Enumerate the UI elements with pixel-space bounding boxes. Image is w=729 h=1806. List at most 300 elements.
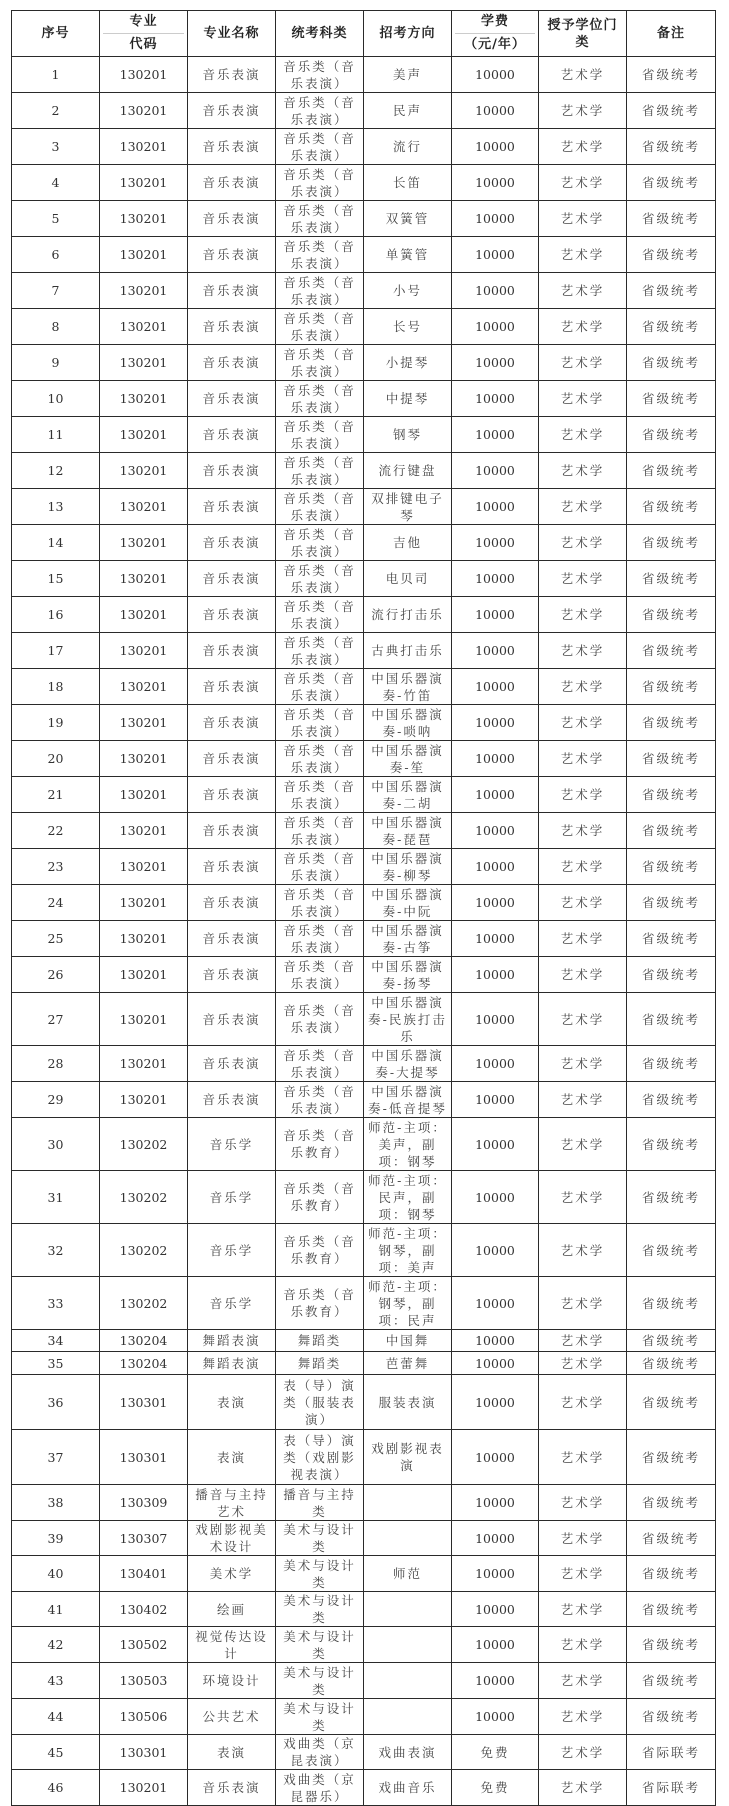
cell-seq (12, 1663, 100, 1699)
cell-seq (12, 633, 100, 669)
cell-fee-text: 10000 (475, 751, 515, 766)
cell-fee-text: 10000 (475, 1673, 515, 1688)
cell-degree (539, 885, 627, 921)
cell-note (627, 1592, 716, 1627)
cell-seq-text: 27 (47, 1011, 64, 1027)
cell-degree (539, 597, 627, 633)
cell-category-text: 音乐类（音乐表演） (283, 130, 356, 163)
cell-code-text: 130503 (119, 1673, 168, 1688)
cell-seq (12, 741, 100, 777)
table-row (12, 1485, 716, 1521)
cell-category-text: 音乐类（音乐表演） (283, 526, 356, 559)
cell-code (100, 993, 188, 1046)
cell-direction-text: 芭蕾舞 (385, 1355, 430, 1371)
cell-name-text: 音乐表演 (202, 679, 261, 694)
cell-category-text: 戏曲类（京昆器乐） (283, 1771, 356, 1804)
cell-degree (539, 1556, 627, 1592)
cell-fee (452, 1663, 539, 1699)
cell-degree (539, 1663, 627, 1699)
cell-seq-text: 38 (47, 1495, 64, 1510)
cell-note (627, 1627, 716, 1663)
cell-direction (364, 93, 452, 129)
cell-degree-text: 艺术学 (560, 1092, 605, 1107)
cell-seq-text: 13 (47, 499, 64, 514)
cell-note (627, 309, 716, 345)
cell-category (276, 93, 364, 129)
cell-category-text: 美术与设计类 (283, 1664, 356, 1697)
cell-degree-text: 艺术学 (560, 463, 605, 478)
cell-name-text: 音乐学 (209, 1136, 254, 1152)
cell-fee-text: 10000 (475, 1530, 515, 1546)
cell-fee (452, 705, 539, 741)
cell-code (100, 453, 188, 489)
cell-name-text: 音乐表演 (202, 355, 261, 370)
cell-code-text: 130201 (119, 247, 168, 262)
cell-degree-text: 艺术学 (560, 787, 605, 802)
cell-seq-text: 14 (47, 535, 64, 550)
cell-fee-text: 10000 (475, 139, 515, 154)
cell-note-text: 省级统考 (641, 1601, 700, 1617)
cell-fee-text: 10000 (475, 427, 515, 442)
cell-category-text: 音乐类（音乐表演） (283, 58, 356, 91)
cell-note (627, 1430, 716, 1485)
table-row (12, 993, 716, 1046)
cell-fee (452, 273, 539, 309)
cell-category-text: 美术与设计类 (283, 1628, 356, 1661)
cell-fee (452, 669, 539, 705)
cell-degree-text: 艺术学 (560, 823, 605, 838)
cell-category (276, 777, 364, 813)
header-degree-label: 授予学位门类 (547, 17, 618, 50)
cell-fee (452, 1082, 539, 1118)
cell-category (276, 417, 364, 453)
table-row (12, 885, 716, 921)
cell-name-text: 音乐表演 (202, 463, 261, 478)
cell-direction-text: 中国乐器演奏-笙 (371, 742, 444, 775)
cell-degree (539, 1277, 627, 1330)
table-row (12, 1224, 716, 1277)
cell-code-text: 130301 (119, 1744, 168, 1760)
cell-name-text: 音乐表演 (202, 103, 261, 118)
cell-fee (452, 129, 539, 165)
cell-degree (539, 381, 627, 417)
admissions-table (11, 10, 716, 1806)
cell-degree (539, 165, 627, 201)
cell-code-text: 130201 (119, 751, 168, 766)
cell-category-text: 音乐类（音乐表演） (283, 490, 356, 523)
cell-category-text: 戏曲类（京昆表演） (283, 1736, 356, 1768)
cell-fee-text: 10000 (475, 571, 515, 586)
cell-code (100, 1699, 188, 1735)
cell-degree (539, 1330, 627, 1352)
cell-name (188, 129, 276, 165)
cell-direction (364, 957, 452, 993)
cell-degree (539, 1592, 627, 1627)
cell-degree (539, 1485, 627, 1521)
cell-seq (12, 777, 100, 813)
cell-name-text: 表演 (216, 1394, 246, 1410)
cell-seq (12, 57, 100, 93)
cell-degree (539, 741, 627, 777)
cell-category-text: 音乐类（音乐表演） (283, 418, 356, 451)
cell-direction (364, 669, 452, 705)
cell-fee-text: 10000 (475, 1092, 515, 1107)
cell-note (627, 849, 716, 885)
cell-note-text: 省级统考 (641, 1449, 700, 1465)
table-row (12, 1430, 716, 1485)
cell-direction (364, 633, 452, 669)
cell-seq-text: 43 (47, 1673, 64, 1688)
cell-code (100, 525, 188, 561)
cell-direction (364, 345, 452, 381)
cell-name-text: 音乐表演 (202, 175, 261, 190)
cell-direction (364, 489, 452, 525)
header-code (100, 11, 188, 57)
table-row (12, 1556, 716, 1592)
cell-note-text: 省级统考 (641, 1637, 700, 1652)
cell-category-text: 音乐类（音乐表演） (283, 1047, 356, 1080)
cell-seq-text: 3 (51, 139, 60, 154)
cell-code (100, 633, 188, 669)
cell-direction-text: 师范-主项：钢琴，副项：民声 (368, 1278, 447, 1328)
cell-seq (12, 489, 100, 525)
cell-category (276, 237, 364, 273)
cell-name-text: 舞蹈表演 (202, 1355, 261, 1371)
cell-code (100, 957, 188, 993)
cell-degree-text: 艺术学 (560, 1601, 605, 1617)
cell-fee-text: 10000 (475, 463, 515, 478)
cell-seq-text: 19 (47, 715, 64, 730)
cell-category-text: 音乐类（音乐表演） (283, 958, 356, 991)
cell-degree (539, 345, 627, 381)
cell-degree-text: 艺术学 (560, 1744, 605, 1760)
cell-degree-text: 艺术学 (560, 247, 605, 262)
cell-category-text: 音乐类（音乐表演） (283, 598, 356, 631)
cell-note (627, 633, 716, 669)
cell-fee-text: 10000 (475, 1637, 515, 1652)
cell-seq (12, 129, 100, 165)
table-row (12, 417, 716, 453)
cell-note (627, 273, 716, 309)
cell-degree (539, 525, 627, 561)
cell-degree (539, 417, 627, 453)
cell-name-text: 音乐表演 (202, 1780, 261, 1795)
cell-name-text: 音乐表演 (202, 715, 261, 730)
cell-fee (452, 453, 539, 489)
cell-degree (539, 1224, 627, 1277)
cell-seq-text: 34 (47, 1333, 64, 1348)
cell-fee (452, 345, 539, 381)
cell-category (276, 1592, 364, 1627)
cell-direction-text: 流行打击乐 (371, 607, 444, 622)
cell-degree-text: 艺术学 (560, 1295, 605, 1311)
cell-seq (12, 165, 100, 201)
cell-category (276, 561, 364, 597)
cell-degree-text: 艺术学 (560, 1333, 605, 1348)
cell-seq-text: 26 (47, 967, 64, 982)
cell-category (276, 1770, 364, 1806)
cell-name (188, 561, 276, 597)
cell-fee (452, 1352, 539, 1375)
cell-name (188, 57, 276, 93)
cell-note-text: 省级统考 (641, 319, 700, 334)
cell-category (276, 165, 364, 201)
cell-direction (364, 1330, 452, 1352)
cell-code (100, 1375, 188, 1430)
table-row (12, 1082, 716, 1118)
cell-fee-text: 10000 (475, 175, 515, 190)
cell-note-text: 省级统考 (641, 427, 700, 442)
cell-code-text: 130201 (119, 175, 168, 190)
cell-direction-text: 中提琴 (385, 391, 430, 406)
cell-fee-text: 10000 (475, 247, 515, 262)
cell-seq-text: 37 (47, 1449, 64, 1465)
cell-code-text: 130307 (119, 1530, 168, 1546)
cell-fee-text: 10000 (475, 895, 515, 910)
cell-fee (452, 417, 539, 453)
cell-degree (539, 1171, 627, 1224)
cell-name-text: 音乐表演 (202, 391, 261, 406)
table-row (12, 1330, 716, 1352)
cell-code (100, 309, 188, 345)
table-row (12, 705, 716, 741)
cell-direction-text: 长号 (392, 319, 422, 334)
cell-note-text: 省级统考 (641, 1242, 700, 1258)
cell-direction-text: 中国乐器演奏-中阮 (371, 886, 444, 919)
table-row (12, 345, 716, 381)
cell-note (627, 1521, 716, 1556)
cell-direction-text: 电贝司 (385, 571, 430, 586)
table-row (12, 813, 716, 849)
cell-note-text: 省级统考 (641, 1333, 700, 1348)
cell-code-text: 130201 (119, 535, 168, 550)
cell-name-text: 音乐表演 (202, 1092, 261, 1107)
cell-note-text: 省级统考 (641, 967, 700, 982)
cell-note (627, 453, 716, 489)
cell-category-text: 舞蹈类 (297, 1333, 342, 1348)
cell-direction-text: 古典打击乐 (371, 643, 444, 658)
header-fee-top: 学费 (455, 11, 535, 34)
cell-fee (452, 1224, 539, 1277)
cell-seq (12, 921, 100, 957)
cell-code (100, 777, 188, 813)
cell-direction-text: 吉他 (392, 535, 422, 550)
cell-degree-text: 艺术学 (560, 1136, 605, 1152)
cell-note (627, 1556, 716, 1592)
cell-fee (452, 237, 539, 273)
cell-note (627, 597, 716, 633)
cell-name-text: 音乐表演 (202, 67, 261, 82)
cell-category-text: 美术与设计类 (283, 1700, 356, 1733)
cell-direction (364, 453, 452, 489)
cell-seq-text: 7 (51, 283, 60, 298)
cell-seq-text: 16 (47, 607, 64, 622)
cell-direction (364, 309, 452, 345)
cell-fee-text: 免费 (480, 1780, 510, 1795)
cell-seq-text: 6 (51, 247, 60, 262)
cell-code (100, 57, 188, 93)
cell-fee-text: 10000 (475, 859, 515, 874)
cell-note (627, 129, 716, 165)
cell-seq-text: 10 (47, 391, 64, 406)
cell-category-text: 音乐类（音乐表演） (283, 886, 356, 919)
cell-category (276, 309, 364, 345)
cell-fee-text: 10000 (475, 103, 515, 118)
cell-code-text: 130201 (119, 895, 168, 910)
cell-code-text: 130502 (119, 1637, 168, 1652)
cell-direction-text: 中国乐器演奏-唢呐 (371, 706, 444, 739)
cell-degree (539, 237, 627, 273)
cell-code-text: 130202 (119, 1189, 168, 1205)
cell-degree-text: 艺术学 (560, 499, 605, 514)
cell-category (276, 1046, 364, 1082)
cell-fee-text: 10000 (475, 1189, 515, 1205)
table-row (12, 1118, 716, 1171)
cell-seq-text: 25 (47, 931, 64, 946)
cell-direction-text: 钢琴 (392, 427, 422, 442)
cell-name (188, 813, 276, 849)
cell-note-text: 省级统考 (641, 823, 700, 838)
cell-direction-text: 流行 (392, 139, 422, 154)
cell-category-text: 表（导）演类（服装表演） (283, 1377, 356, 1427)
cell-category (276, 1330, 364, 1352)
header-seq: 序号 (12, 11, 100, 57)
cell-degree-text: 艺术学 (560, 1673, 605, 1688)
cell-seq (12, 561, 100, 597)
cell-category-text: 音乐类（音乐表演） (283, 634, 356, 667)
cell-code-text: 130201 (119, 715, 168, 730)
cell-name-text: 音乐表演 (202, 967, 261, 982)
cell-note (627, 705, 716, 741)
table-row (12, 633, 716, 669)
cell-direction (364, 1663, 452, 1699)
cell-category (276, 381, 364, 417)
table-row (12, 1663, 716, 1699)
cell-seq-text: 31 (47, 1189, 64, 1205)
cell-name (188, 1118, 276, 1171)
cell-category-text: 音乐类（音乐表演） (283, 850, 356, 883)
cell-direction (364, 561, 452, 597)
cell-name (188, 1556, 276, 1592)
cell-seq (12, 1521, 100, 1556)
cell-code (100, 1330, 188, 1352)
cell-fee-text: 10000 (475, 1495, 515, 1510)
cell-note-text: 省级统考 (641, 1495, 700, 1510)
cell-code (100, 1430, 188, 1485)
cell-fee (452, 597, 539, 633)
cell-note-text: 省级统考 (641, 859, 700, 874)
cell-code-text: 130301 (119, 1449, 168, 1465)
table-row (12, 1699, 716, 1735)
cell-name (188, 921, 276, 957)
cell-code (100, 129, 188, 165)
cell-name-text: 音乐表演 (202, 751, 261, 766)
cell-direction (364, 1046, 452, 1082)
cell-note-text: 省级统考 (641, 1355, 700, 1371)
table-row (12, 273, 716, 309)
cell-seq (12, 273, 100, 309)
cell-note-text: 省级统考 (641, 283, 700, 298)
cell-note (627, 1046, 716, 1082)
cell-name (188, 237, 276, 273)
cell-name (188, 1224, 276, 1277)
cell-seq-text: 20 (47, 751, 64, 766)
cell-code (100, 1556, 188, 1592)
cell-fee-text: 10000 (475, 931, 515, 946)
cell-code (100, 1627, 188, 1663)
cell-direction-text: 戏曲表演 (378, 1744, 437, 1760)
cell-code (100, 1082, 188, 1118)
cell-note (627, 165, 716, 201)
cell-name (188, 1663, 276, 1699)
cell-seq (12, 417, 100, 453)
table-row (12, 741, 716, 777)
cell-seq-text: 12 (47, 463, 64, 478)
cell-fee (452, 1735, 539, 1770)
cell-name (188, 489, 276, 525)
cell-degree-text: 艺术学 (560, 211, 605, 226)
cell-fee-text: 10000 (475, 1449, 515, 1465)
cell-direction-text: 中国乐器演奏-琵琶 (371, 814, 444, 847)
cell-direction (364, 201, 452, 237)
cell-degree-text: 艺术学 (560, 139, 605, 154)
cell-category-text: 表（导）演类（戏剧影视表演） (283, 1432, 356, 1482)
cell-degree-text: 艺术学 (560, 175, 605, 190)
cell-direction (364, 777, 452, 813)
cell-direction (364, 813, 452, 849)
cell-note-text: 省级统考 (641, 1566, 700, 1581)
cell-direction-text: 中国乐器演奏-民族打击乐 (368, 994, 447, 1044)
cell-fee-text: 10000 (475, 391, 515, 406)
cell-direction (364, 1171, 452, 1224)
cell-direction-text: 民声 (392, 103, 422, 118)
cell-note-text: 省级统考 (641, 1394, 700, 1410)
cell-seq-text: 33 (47, 1295, 64, 1311)
cell-note-text: 省级统考 (641, 1056, 700, 1071)
cell-code-text: 130201 (119, 823, 168, 838)
cell-fee (452, 993, 539, 1046)
cell-fee-text: 10000 (475, 607, 515, 622)
cell-name (188, 1352, 276, 1375)
table-row (12, 1592, 716, 1627)
cell-name-text: 音乐表演 (202, 787, 261, 802)
cell-direction-text: 中国舞 (385, 1333, 430, 1348)
cell-degree (539, 1430, 627, 1485)
cell-degree (539, 201, 627, 237)
cell-name-text: 环境设计 (202, 1673, 261, 1688)
cell-degree-text: 艺术学 (560, 571, 605, 586)
cell-direction-text: 师范 (392, 1566, 422, 1581)
cell-seq-text: 4 (51, 175, 60, 190)
cell-seq (12, 345, 100, 381)
cell-name (188, 417, 276, 453)
cell-seq-text: 22 (47, 823, 64, 838)
cell-degree-text: 艺术学 (560, 535, 605, 550)
cell-category-text: 美术与设计类 (283, 1593, 356, 1625)
cell-seq (12, 597, 100, 633)
cell-fee-text: 10000 (475, 1601, 515, 1617)
cell-degree-text: 艺术学 (560, 607, 605, 622)
cell-category-text: 音乐类（音乐表演） (283, 814, 356, 847)
cell-direction (364, 417, 452, 453)
cell-category (276, 993, 364, 1046)
cell-fee (452, 57, 539, 93)
cell-name (188, 165, 276, 201)
cell-degree-text: 艺术学 (560, 67, 605, 82)
cell-seq (12, 1171, 100, 1224)
cell-direction-text: 长笛 (392, 175, 422, 190)
cell-note (627, 885, 716, 921)
